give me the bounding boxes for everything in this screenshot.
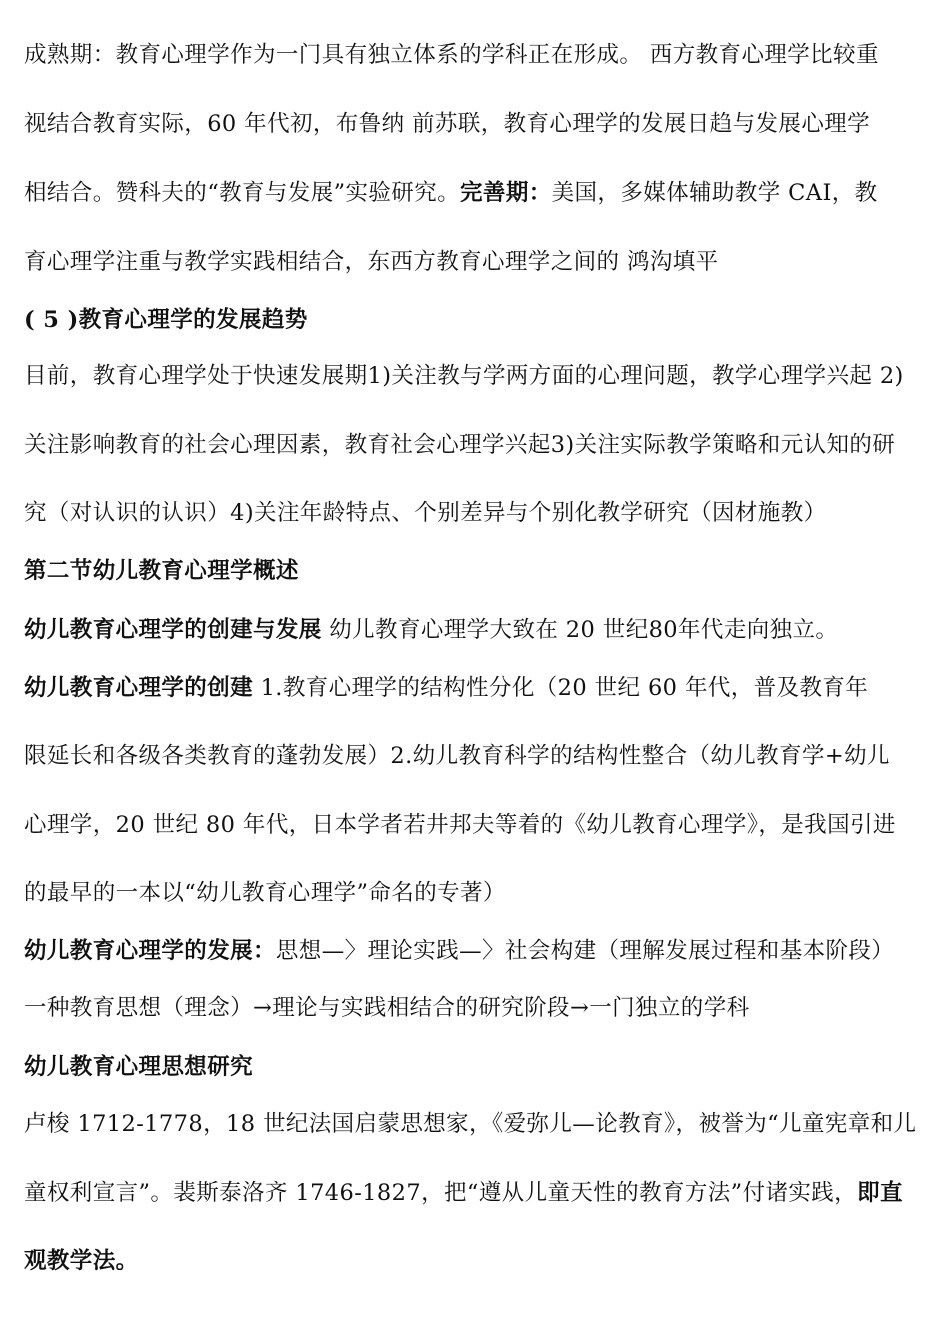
text-run: 成熟期：教育心理学作为一门具有独立体系的学科正在形成。 西方教育心理学比较重 <box>24 42 879 68</box>
bold-text: 幼儿教育心理思想研究 <box>24 1054 254 1080</box>
paragraph-line <box>24 40 934 70</box>
paragraph-line <box>24 878 934 908</box>
text-run: 美国，多媒体辅助教学 CAI，教 <box>551 180 878 206</box>
text-run: 关注影响教育的社会心理因素，教育社会心理学兴起3)关注实际教学策略和元认知的研 <box>24 432 896 458</box>
paragraph-line <box>24 1246 934 1276</box>
paragraph-line <box>24 673 934 703</box>
section-heading <box>24 1052 934 1082</box>
text-run: 幼儿教育心理学大致在 20 世纪80年代走向独立。 <box>321 617 839 643</box>
paragraph-line <box>24 741 934 771</box>
text-run: 童权利宣言”。裴斯泰洛齐 1746-1827，把“遵从儿童天性的教育方法”付诸实践， <box>24 1180 858 1206</box>
paragraph-line <box>24 109 934 139</box>
paragraph-line <box>24 361 934 391</box>
text-run: 视结合教育实际，60 年代初，布鲁纳 前苏联，教育心理学的发展日趋与发展心理学 <box>24 111 871 137</box>
paragraph-line <box>24 993 934 1023</box>
bold-text: 幼儿教育心理学的创建 <box>24 675 254 701</box>
paragraph-line <box>24 498 934 528</box>
bold-text: 第二节幼儿教育心理学概述 <box>24 558 299 584</box>
bold-text: 完善期： <box>460 180 552 206</box>
paragraph-line <box>24 178 934 208</box>
text-run: 究（对认识的认识）4)关注年龄特点、个别差异与个别化教学研究（因材施教） <box>24 500 827 526</box>
text-run: 心理学，20 世纪 80 年代，日本学者若井邦夫等着的《幼儿教育心理学》，是我国引进 <box>24 812 896 838</box>
text-run: 的最早的一本以“幼儿教育心理学”命名的专著） <box>24 880 506 906</box>
paragraph-line <box>24 936 934 966</box>
bold-text: ( 5 )教育心理学的发展趋势 <box>24 307 308 333</box>
bold-text: 即直 <box>857 1180 903 1206</box>
text-run: 1.教育心理学的结构性分化（20 世纪 60 年代，普及教育年 <box>253 675 869 701</box>
bold-text: 观教学法。 <box>24 1248 139 1274</box>
text-run: 卢梭 1712-1778，18 世纪法国启蒙思想家，《爱弥儿—论教育》，被誉为“儿童宪章和儿 <box>24 1111 917 1137</box>
text-run: 相结合。赞科夫的“教育与发展”实验研究。 <box>24 180 461 206</box>
paragraph-line <box>24 1178 934 1208</box>
section-heading <box>24 556 934 586</box>
text-run: 思想—〉理论实践—〉社会构建（理解发展过程和基本阶段） <box>275 938 895 964</box>
paragraph-line <box>24 615 934 645</box>
text-run: 目前，教育心理学处于快速发展期1)关注教与学两方面的心理问题，教学心理学兴起 2) <box>24 363 904 389</box>
paragraph-line <box>24 430 934 460</box>
text-run: 育心理学注重与教学实践相结合，东西方教育心理学之间的 鸿沟填平 <box>24 249 719 275</box>
paragraph-line <box>24 1109 934 1139</box>
text-run: 限延长和各级各类教育的蓬勃发展）2.幼儿教育科学的结构性整合（幼儿教育学+幼儿 <box>24 743 890 769</box>
paragraph-line <box>24 810 934 840</box>
text-run: 一种教育思想（理念）→理论与实践相结合的研究阶段→一门独立的学科 <box>24 995 750 1021</box>
section-heading <box>24 305 934 335</box>
paragraph-line <box>24 247 934 277</box>
bold-text: 幼儿教育心理学的发展： <box>24 938 276 964</box>
bold-text: 幼儿教育心理学的创建与发展 <box>24 617 322 643</box>
